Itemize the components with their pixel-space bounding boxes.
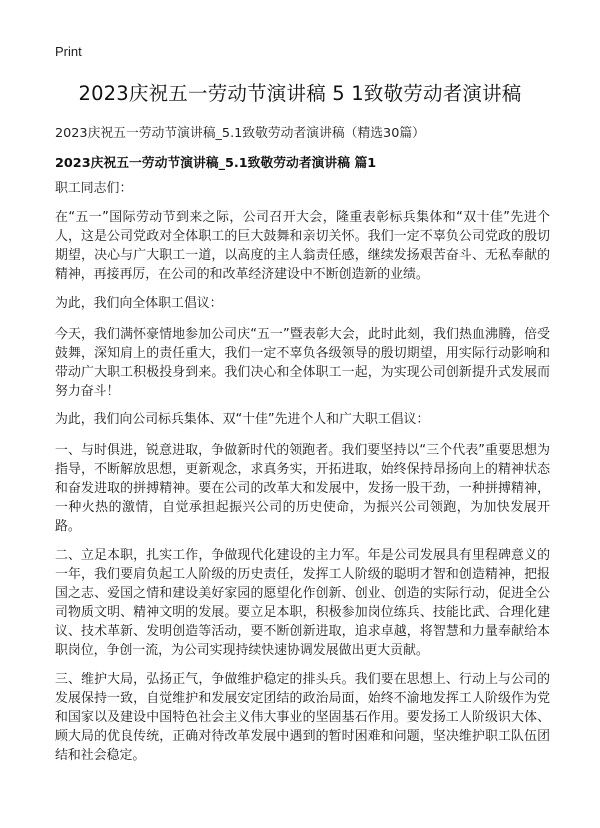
document-subtitle: 2023庆祝五一劳动节演讲稿_5.1致敬劳动者演讲稿（精选30篇）	[55, 126, 425, 141]
body-paragraph: 一、与时俱进，锐意进取，争做新时代的领跑者。我们要坚持以“三个代表”重要思想为指导，不断解放思想，更新观念，求真务实，开拓进取，始终保持昂扬向上的精神状态和奋发进取的拼搏精神。要在公司的改革大和发展中，发扬一股干劲，一种拼搏精神，一种火热的激情，自觉承担起振兴公司的历史使命，为振兴公司领跑，为加快发展开路。	[55, 443, 550, 534]
body-paragraph: 三、维护大局，弘扬正气，争做维护稳定的排头兵。我们要在思想上、行动上与公司的发展保持一致，自觉维护和发展安定团结的政治局面，始终不渝地发挥工人阶级作为党和国家以及建设中国特色社会主义伟大事业的坚固基石作用。要发扬工人阶级识大体、顾大局的优良传统，正确对待改革发展中遇到的暂时困难和问题，坚决维护职工队伍团结和社会稳定。	[55, 672, 550, 763]
body-paragraph: 为此，我们向公司标兵集体、双“十佳”先进个人和广大职工倡议：	[55, 412, 430, 427]
body-paragraph: 二、立足本职，扎实工作，争做现代化建设的主力军。年是公司发展具有里程碑意义的一年，我们要肩负起工人阶级的历史责任，发挥工人阶级的聪明才智和创造精神，把报国之志、爱国之情和建设美好家园的愿望化作创新、创业、创造的实际行动，促进全公司物质文明、精神文明的发展。要立足本职，积极参加岗位练兵、技能比武、合理化建议、技术革新、发明创造等活动，要不断创新进取，追求卓越，将智慧和力量奉献给本职岗位，争创一流，为公司实现持续快速协调发展做出更大贡献。	[55, 548, 550, 658]
body-paragraph: 在“五一”国际劳动节到来之际，公司召开大会，隆重表彰标兵集体和“双十佳”先进个人，这是公司党政对全体职工的巨大鼓舞和亲切关怀。我们一定不辜负公司党政的殷切期望，决心与广大职工一道，以高度的主人翁责任感，继续发扬艰苦奋斗、无私奉献的精神，再接再厉，在公司的和改革经济建设中不断创造新的业绩。	[55, 210, 550, 282]
section-heading: 2023庆祝五一劳动节演讲稿_5.1致敬劳动者演讲稿 篇1	[55, 156, 377, 171]
page-title: 2023庆祝五一劳动节演讲稿 5 1致敬劳动者演讲稿	[78, 82, 522, 105]
body-paragraph: 为此，我们向全体职工倡议：	[55, 296, 223, 311]
body-paragraph: 今天，我们满怀豪情地参加公司庆“五一”暨表彰大会，此时此刻，我们热血沸腾，倍受鼓舞，深知肩上的责任重大，我们一定不辜负各级领导的殷切期望，用实际行动影响和带动广大职工积极投身到来。我们决心和全体职工一起，为实现公司创新提升式发展而努力奋斗！	[55, 327, 550, 399]
print-link[interactable]: Print	[55, 44, 82, 59]
greeting-paragraph: 职工同志们：	[55, 181, 133, 196]
